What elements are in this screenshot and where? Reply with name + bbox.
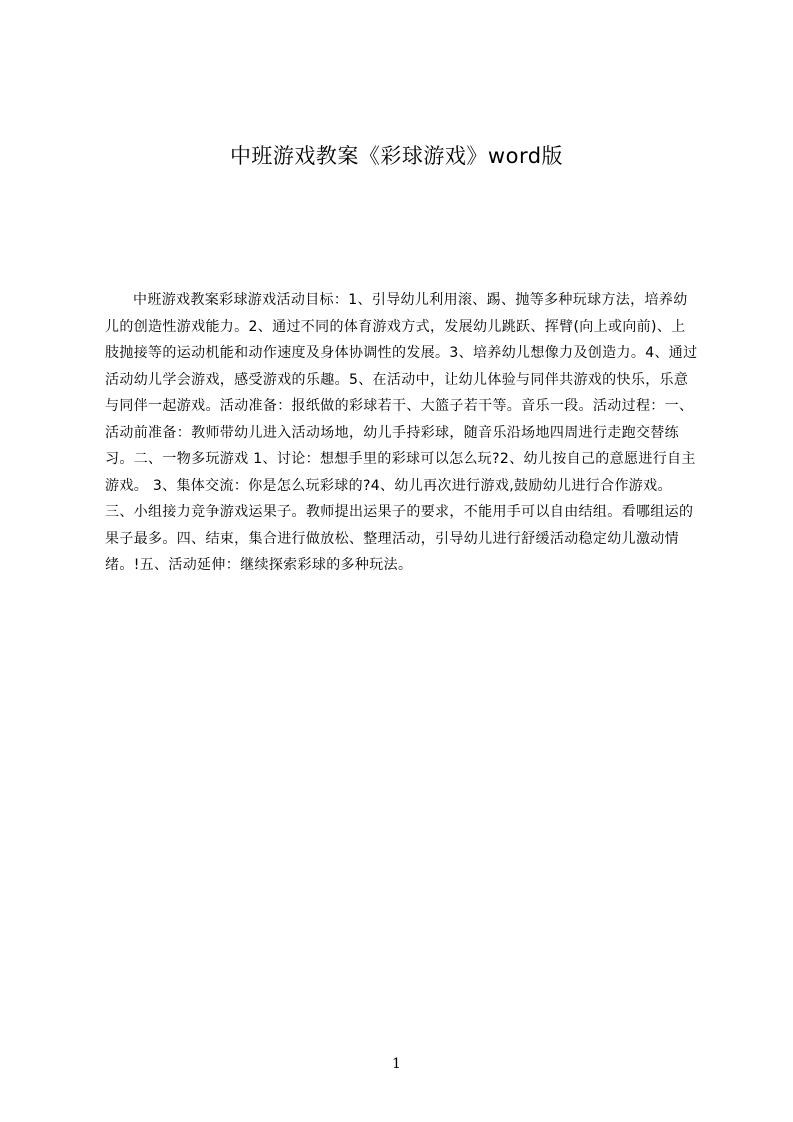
page-number: 1 <box>392 1056 401 1072</box>
document-title: 中班游戏教案《彩球游戏》word版 <box>229 144 564 168</box>
document-body-paragraph: 中班游戏教案彩球游戏活动目标：1、引导幼儿利用滚、踢、抛等多种玩球方法，培养幼儿的创造性游戏能力。2、通过不同的体育游戏方式，发展幼儿跳跃、挥臂(向上或向前)、上肢抛接等的运动机能和动作速度及身体协调性的发展。3、培养幼儿想像力及创造力。4、通过活动幼儿学会游戏，感受游戏的乐趣。5、在活动中，让幼儿体验与同伴共游戏的快乐，乐意与同伴一起游戏。活动准备：报纸做的彩球若干、大篮子若干等。音乐一段。活动过程：一、活动前准备：教师带幼儿进入活动场地，幼儿手持彩球，随音乐沿场地四周进行走跑交替练习。二、一物多玩游戏 1、讨论：想想手里的彩球可以怎么玩?2、幼儿按自己的意愿进行自主游戏。 3、集体交流：你是怎么玩彩球的?4、幼儿再次进行游戏,鼓励幼儿进行合作游戏。 三、小组接力竞争游戏运果子。教师提出运果子的要求，不能用手可以自由结组。看哪组运的果子最多。四、结束，集合进行做放松、整理活动，引导幼儿进行舒缓活动稳定幼儿激动情绪。!五、活动延伸：继续探索彩球的多种玩法。 <box>105 292 698 573</box>
